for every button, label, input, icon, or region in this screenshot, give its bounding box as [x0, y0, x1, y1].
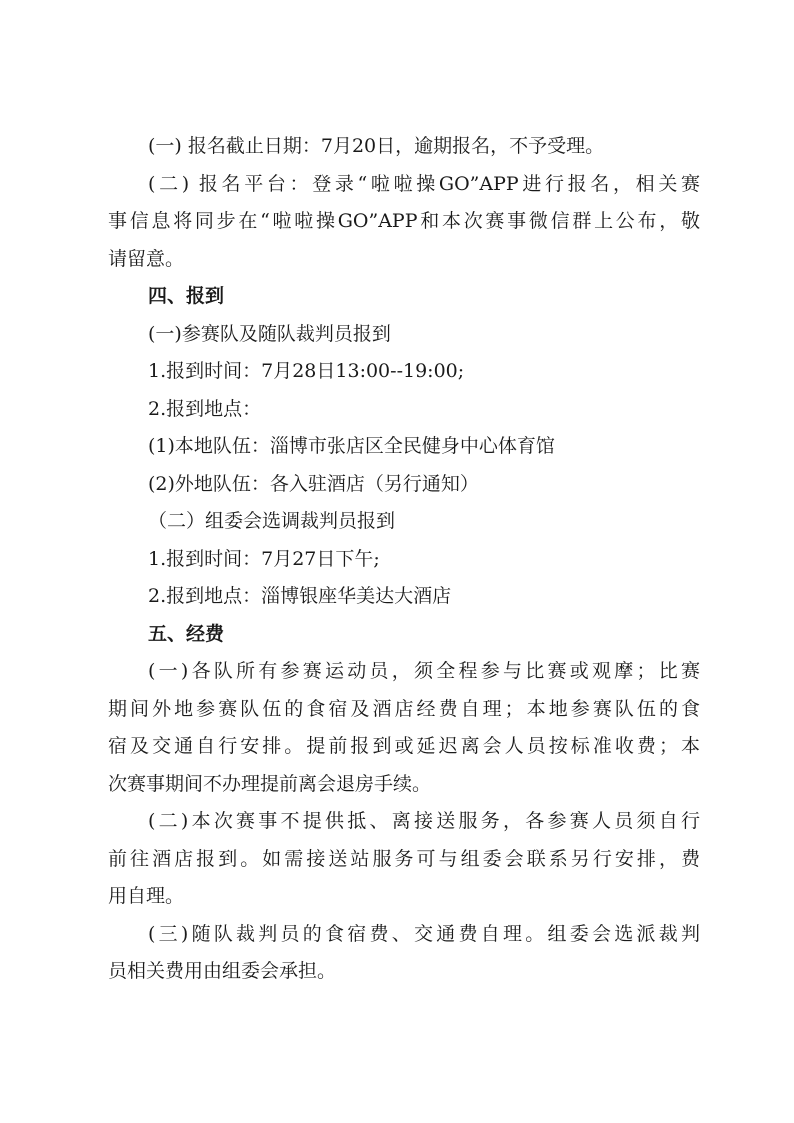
- expenses-paragraph-3: [108, 916, 700, 991]
- list-item: (2)外地队伍：各入驻酒店（另行通知）: [148, 472, 479, 495]
- text-line: 宿及交通自行安排。提前报到或延迟离会人员按标准收费；本: [108, 735, 700, 757]
- text-line: (二) 报名平台：登录“啦啦操GO”APP进行报名，相关赛: [148, 172, 700, 195]
- list-item: 2.报到地点：淄博银座华美达大酒店: [148, 585, 452, 607]
- list-item: 1.报到时间：7月28日13:00--19:00;: [148, 360, 465, 382]
- text-line: 前往酒店报到。如需接送站服务可与组委会联系另行安排，费: [108, 847, 700, 870]
- text-line: 次赛事期间不办理提前离会退房手续。: [108, 772, 432, 795]
- registration-platform: [108, 166, 700, 279]
- text-line: 期间外地参赛队伍的食宿及酒店经费自理；本地参赛队伍的食: [108, 697, 700, 720]
- list-item: 2.报到地点：: [148, 397, 262, 420]
- registration-deadline: (一) 报名截止日期：7月20日，逾期报名，不予受理。: [148, 135, 605, 157]
- list-item: （二）组委会选调裁判员报到: [148, 510, 396, 532]
- text-line: 用自理。: [108, 885, 185, 907]
- text-line: 请留意。: [108, 247, 185, 270]
- expenses-paragraph-1: [108, 653, 700, 803]
- section-heading-expenses: 五、经费: [148, 622, 225, 645]
- document-body: [108, 128, 700, 991]
- list-item: (一)参赛队及随队裁判员报到: [148, 322, 391, 345]
- list-item: (1)本地队伍：淄博市张店区全民健身中心体育馆: [148, 435, 555, 457]
- section-heading-checkin: 四、报到: [148, 285, 225, 307]
- text-line: (一)各队所有参赛运动员，须全程参与比赛或观摩；比赛: [148, 660, 700, 682]
- expenses-paragraph-2: [108, 803, 700, 916]
- text-line: 员相关费用由组委会承担。: [108, 960, 337, 982]
- list-item: 1.报到时间：7月27日下午;: [148, 547, 380, 570]
- text-line: (三)随队裁判员的食宿费、交通费自理。组委会选派裁判: [148, 922, 700, 945]
- text-line: (二)本次赛事不提供抵、离接送服务，各参赛人员须自行: [148, 810, 700, 832]
- text-line: 事信息将同步在“啦啦操GO”APP和本次赛事微信群上公布，敬: [108, 210, 700, 232]
